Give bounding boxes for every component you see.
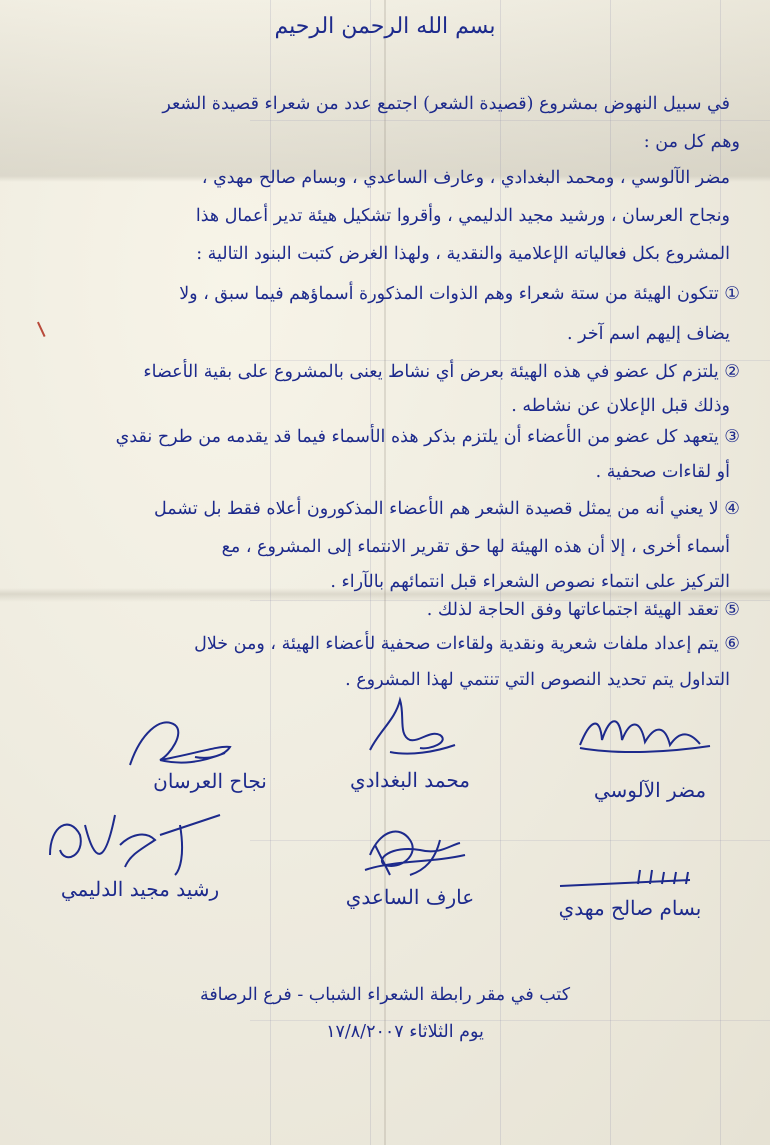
signature-block-aref-alsaadi <box>300 815 520 935</box>
signature-block-bassam-saleh-mahdi <box>520 850 740 970</box>
clause-3-line-1: ③ يتعهد كل عضو من الأعضاء أن يلتزم بذكر هذه الأسماء فيما قد يقدمه من طرح نقدي <box>115 427 740 447</box>
clause-4-line-1: ④ لا يعني أنه من يمثل قصيدة الشعر هم الأعضاء المذكورون أعلاه فقط بل تشمل <box>153 499 740 519</box>
signature-name-1: نجاح العرسان <box>153 769 267 793</box>
clause-3-line-2: أو لقاءات صحفية . <box>595 462 730 482</box>
clause-2-line-2: وذلك قبل الإعلان عن نشاطه . <box>511 396 730 416</box>
signature-name-4: رشيد مجيد الدليمي <box>60 877 220 901</box>
clause-6-line-2: التداول يتم تحديد النصوص التي تنتمي لهذا المشروع . <box>345 670 730 690</box>
handwritten-signature-4 <box>30 795 250 885</box>
signature-block-mudar-alalusi <box>540 700 760 820</box>
members-line-2: ونجاح العرسان ، ورشيد مجيد الدليمي ، وأقروا تشكيل هيئة تدير أعمال هذا <box>195 206 730 226</box>
members-line-1: مضر الآلوسي ، ومحمد البغدادي ، وعارف الساعدي ، وبسام صالح مهدي ، <box>201 168 730 188</box>
signature-block-mohammed-albaghdadi <box>300 690 520 810</box>
handwritten-signature-6 <box>520 850 740 940</box>
clause-4-line-3: التركيز على انتماء نصوص الشعراء قبل انتمائهم بالآراء . <box>330 572 730 592</box>
basmala-heading: بسم الله الرحمن الرحيم <box>274 14 496 39</box>
intro-line-1: في سبيل النهوض بمشروع (قصيدة الشعر) اجتمع عدد من شعراء قصيدة الشعر <box>162 94 730 114</box>
footer-location: كتب في مقر رابطة الشعراء الشباب - فرع الرصافة <box>199 985 571 1005</box>
clause-5-line-1: ⑤ تعقد الهيئة اجتماعاتها وفق الحاجة لذلك . <box>426 600 740 620</box>
signature-block-rashid-aldulaimi <box>30 795 250 915</box>
intro-line-2: وهم كل من : <box>643 132 740 152</box>
footer-date: يوم الثلاثاء ١٧/٨/٢٠٠٧ <box>326 1022 484 1042</box>
clause-1-line-1: ① تتكون الهيئة من ستة شعراء وهم الذوات المذكورة أسماؤهم فيما سبق ، ولا <box>179 284 740 304</box>
handwritten-signature-3 <box>540 700 760 790</box>
signature-name-3: مضر الآلوسي <box>593 778 707 802</box>
signature-name-2: محمد البغدادي <box>350 768 470 792</box>
clause-1-line-2: يضاف إليهم اسم آخر . <box>566 324 730 344</box>
handwritten-signature-2 <box>300 690 520 780</box>
members-line-3: المشروع بكل فعالياته الإعلامية والنقدية ، ولهذا الغرض كتبت البنود التالية : <box>196 244 730 264</box>
clause-6-line-1: ⑥ يتم إعداد ملفات شعرية ونقدية ولقاءات صحفية لأعضاء الهيئة ، ومن خلال <box>194 634 740 654</box>
clause-4-line-2: أسماء أخرى ، إلا أن هذه الهيئة لها حق تقرير الانتماء إلى المشروع ، مع <box>221 537 730 557</box>
signature-name-5: عارف الساعدي <box>345 885 475 909</box>
signature-name-6: بسام صالح مهدي <box>558 896 702 920</box>
clause-2-line-1: ② يلتزم كل عضو في هذه الهيئة بعرض أي نشاط يعنى بالمشروع على بقية الأعضاء <box>143 362 740 382</box>
